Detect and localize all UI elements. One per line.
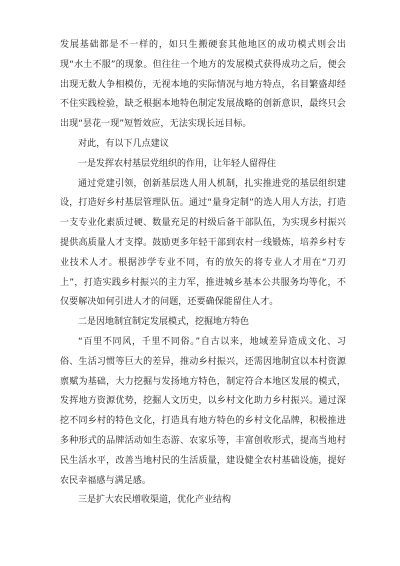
paragraph-section-1: 通过党建引领，创新基层选人用人机制，扎实推进党的基层组织建设，打造好乡村基层管理队伍。通过“量身定制”的选人用人方法，打造一支专业化素质过硬、数量充足的村级后备干部队伍，为实现乡村振兴提供高质量人才支撑。鼓励更多年轻干部到农村一线锻炼，培养乡村专业技术人才。根据涉学专业不同，有的放矢的将专业人才用在“刀刃上”，打造实践乡村振兴的主力军，推进城乡基本公共服务均等化，不仅要解决如何引进人才的问题，还要确保能留住人才。 — [60, 178, 346, 308]
document-body — [60, 36, 346, 511]
paragraph-intro: 发展基础都是不一样的，如只生搬硬套其他地区的成功模式则会出现“水土不服”的现象。但往往一个地方的发展模式获得成功之后，便会出现无数人争相模仿，无视本地的实际情况与地方特点，名目繁盛却经不住实践检验，缺乏根据本地特色制定发展战略的创新意识，最终只会出现“昙花一现”短暂效应，无法实现长远目标。 — [60, 40, 346, 130]
section-heading-1: 一是发挥农村基层党组织的作用，让年轻人留得住 — [78, 158, 277, 169]
paragraph-suggestions-lead: 对此，有以下几点建议 — [78, 138, 170, 149]
section-heading-3: 三是扩大农民增收渠道，优化产业结构 — [78, 495, 232, 506]
paragraph-section-2: “百里不同风，千里不同俗。”自古以来，地域差异造成文化、习俗、生活习惯等巨大的差异，推动乡村振兴，还需因地制宜以本村资源禀赋为基础，大力挖掘与发扬地方特色，制定符合本地区发展的模式，发挥地方资源优势，挖掘人文历史，以乡村文化助力乡村振兴。通过深挖不同乡村的特色文化，打造具有地方特色的乡村文化品牌，积极推进多种形式的品牌活动如生态游、农家乐等，丰富创收形式，提高当地村民生活水平，改善当地村民的生活质量，建设健全农村基础设施，提好农民幸福感与满足感。 — [60, 336, 346, 486]
section-heading-2: 二是因地制宜制定发展模式，挖掘地方特色 — [78, 317, 250, 328]
